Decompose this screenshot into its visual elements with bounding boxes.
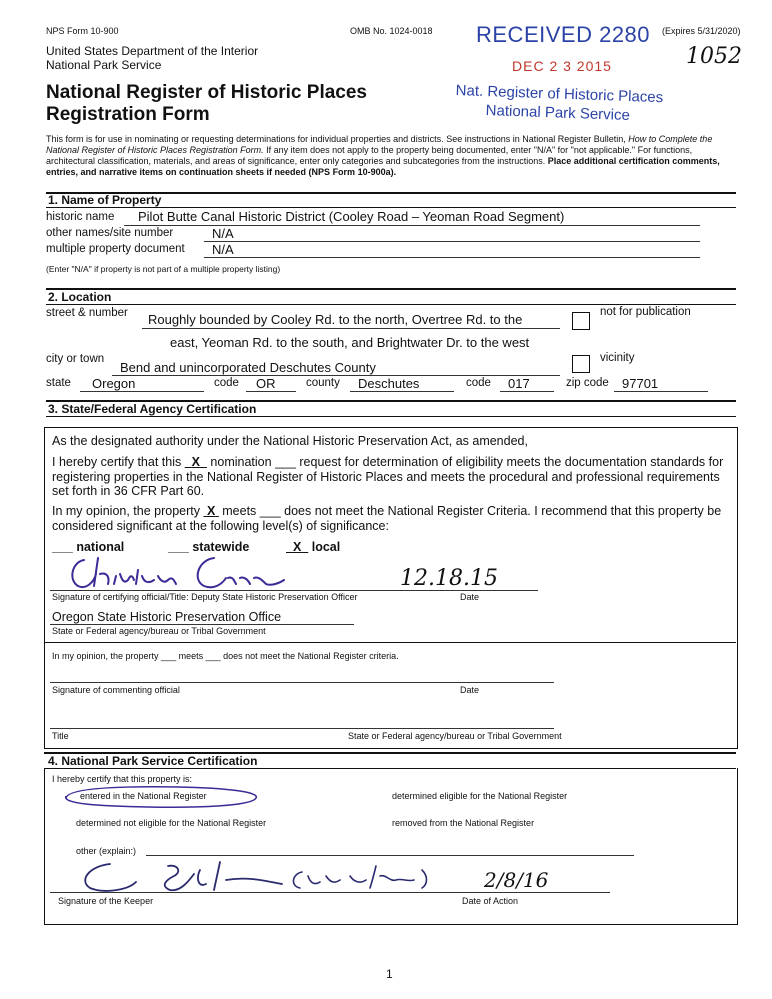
vicinity-label: vicinity [600,352,635,364]
nps-certify-statement: I hereby certify that this property is: [52,774,193,784]
city-value[interactable]: Bend and unincorporated Deschutes County [120,360,376,375]
city-label: city or town [46,353,105,365]
determined-eligible-option[interactable]: determined eligible for the National Register [392,791,568,801]
received-date-stamp: DEC 2 3 2015 [512,58,612,74]
nomination-mark: X [191,455,200,469]
form-instructions: This form is for use in nominating or requesting determinations for individual properties and districts. See instructions in National Register Bulletin, How to Complete the National Register of Historic Places Registration Form. If any item does not apply to the property being documented, enter "N/A" for "not applicable." For functions, architectural classification, materials, and areas of significance, enter only categories and subcategories from the instructions. Place additional certification comments, entries, and narrative items on continuation sheets if needed (NPS Form 10-900a). [46,134,720,177]
section-3-rule-bottom [46,416,736,417]
historic-name-value[interactable]: Pilot Butte Canal Historic District (Cooley Road – Yeoman Road Segment) [138,209,565,224]
vicinity-checkbox[interactable] [572,355,590,373]
county-code-underline [500,391,554,392]
multiple-property-note: (Enter "N/A" if property is not part of a multiple property listing) [46,264,281,274]
commenting-signature-line [50,682,554,683]
section-3-heading: 3. State/Federal Agency Certification [48,402,257,416]
state-value[interactable]: Oregon [92,376,136,391]
historic-name-underline [124,225,700,226]
signature-line [50,590,538,591]
county-underline [350,391,454,392]
date-label: Date [460,592,480,602]
street-value-line-1[interactable]: Roughly bounded by Cooley Rd. to the north, Overtree Rd. to the [148,312,523,327]
section-1-heading: 1. Name of Property [48,193,162,207]
level-national[interactable]: ___ national [52,540,125,554]
commenting-opinion: In my opinion, the property ___ meets ___ does not meet the National Register criteria. [52,651,399,661]
title-line [50,728,554,729]
keeper-signature [70,852,460,896]
street-value-line-2[interactable]: east, Yeoman Rd. to the south, and Brightwater Dr. to the west [170,335,530,350]
stamp-nps-line: National Park Service [485,102,631,125]
city-underline [112,375,560,376]
state-code-label: code [214,377,239,389]
certify-statement: I hereby certify that this X nomination ___ request for determination of eligibility meets the documentation standards for registering properties in the National Register of Historic Places and meets the procedural and professional requirements set forth in 36 CFR Part 60. [52,455,724,498]
state-code-underline [246,391,296,392]
state-office[interactable]: Oregon State Historic Preservation Office [52,610,282,624]
state-label: state [46,377,71,389]
level-statewide[interactable]: ___ statewide [168,540,250,554]
form-number: NPS Form 10-900 [46,26,119,36]
authority-statement: As the designated authority under the National Historic Preservation Act, as amended, [52,434,528,448]
multiple-property-label: multiple property document [46,243,185,255]
commenting-official-label: Signature of commenting official [52,685,180,695]
zip-underline [614,391,708,392]
zip-label: zip code [566,377,609,389]
not-for-publication-label: not for publication [600,306,691,318]
street-label: street & number [46,307,128,319]
form-title-line-1: National Register of Historic Places [46,82,367,103]
page-number: 1 [386,967,393,981]
action-date-handwritten: 2/8/16 [484,868,549,892]
other-names-value[interactable]: N/A [212,226,234,241]
expiration: (Expires 5/31/2020) [662,26,741,36]
section-2-heading: 2. Location [48,290,112,304]
form-title-line-2: Registration Form [46,104,210,125]
handwritten-reference-number: 1052 [686,44,742,69]
section-3-divider [44,642,736,643]
street-underline-1 [142,328,560,329]
keeper-signature-line [50,892,610,893]
section-4-heading: 4. National Park Service Certification [48,754,258,768]
meets-mark: X [206,504,216,518]
removed-option[interactable]: removed from the National Register [392,818,535,828]
not-for-publication-checkbox[interactable] [572,312,590,330]
signature-label: Signature of certifying official/Title: Deputy State Historic Preservation Officer [52,592,358,602]
date-of-action-label: Date of Action [462,896,519,906]
entered-option[interactable]: entered in the National Register [80,791,207,801]
other-option[interactable]: other (explain:) [76,846,137,856]
section-1-rule-bottom [46,207,736,208]
section-2-rule-bottom [46,304,736,305]
multiple-property-underline [204,257,700,258]
dept-line-2: National Park Service [46,58,162,72]
commenting-date-label: Date [460,685,480,695]
level-local[interactable]: X local [292,540,341,554]
opinion-statement: In my opinion, the property X meets ___ does not meet the National Register Criteria. I recommend that this property be considered significant at the following level(s) of significance: [52,504,722,533]
other-names-underline [204,241,700,242]
keeper-signature-label: Signature of the Keeper [58,896,154,906]
section-2-rule-top [46,288,736,290]
zip-value[interactable]: 97701 [622,376,659,391]
other-names-label: other names/site number [46,227,174,239]
omb-number: OMB No. 1024-0018 [350,26,433,36]
received-stamp: RECEIVED 2280 [476,22,651,47]
stamp-register-line: Nat. Register of Historic Places [455,82,664,107]
agency-label: State or Federal agency/bureau or Tribal Government [348,731,562,741]
office-label: State or Federal agency/bureau or Tribal Government [52,626,266,636]
county-code-label: code [466,377,491,389]
office-line [50,624,354,625]
multiple-property-value[interactable]: N/A [212,242,234,257]
county-label: county [306,377,340,389]
county-code-value[interactable]: 017 [508,376,530,391]
county-value[interactable]: Deschutes [358,376,420,391]
not-eligible-option[interactable]: determined not eligible for the National Register [76,818,267,828]
certification-date-handwritten: 12.18.15 [400,566,498,591]
historic-name-label: historic name [46,211,115,223]
dept-line-1: United States Department of the Interior [46,44,259,58]
state-code-value[interactable]: OR [256,376,276,391]
state-underline [80,391,204,392]
title-label: Title [52,731,69,741]
certifying-official-signature [64,550,304,594]
